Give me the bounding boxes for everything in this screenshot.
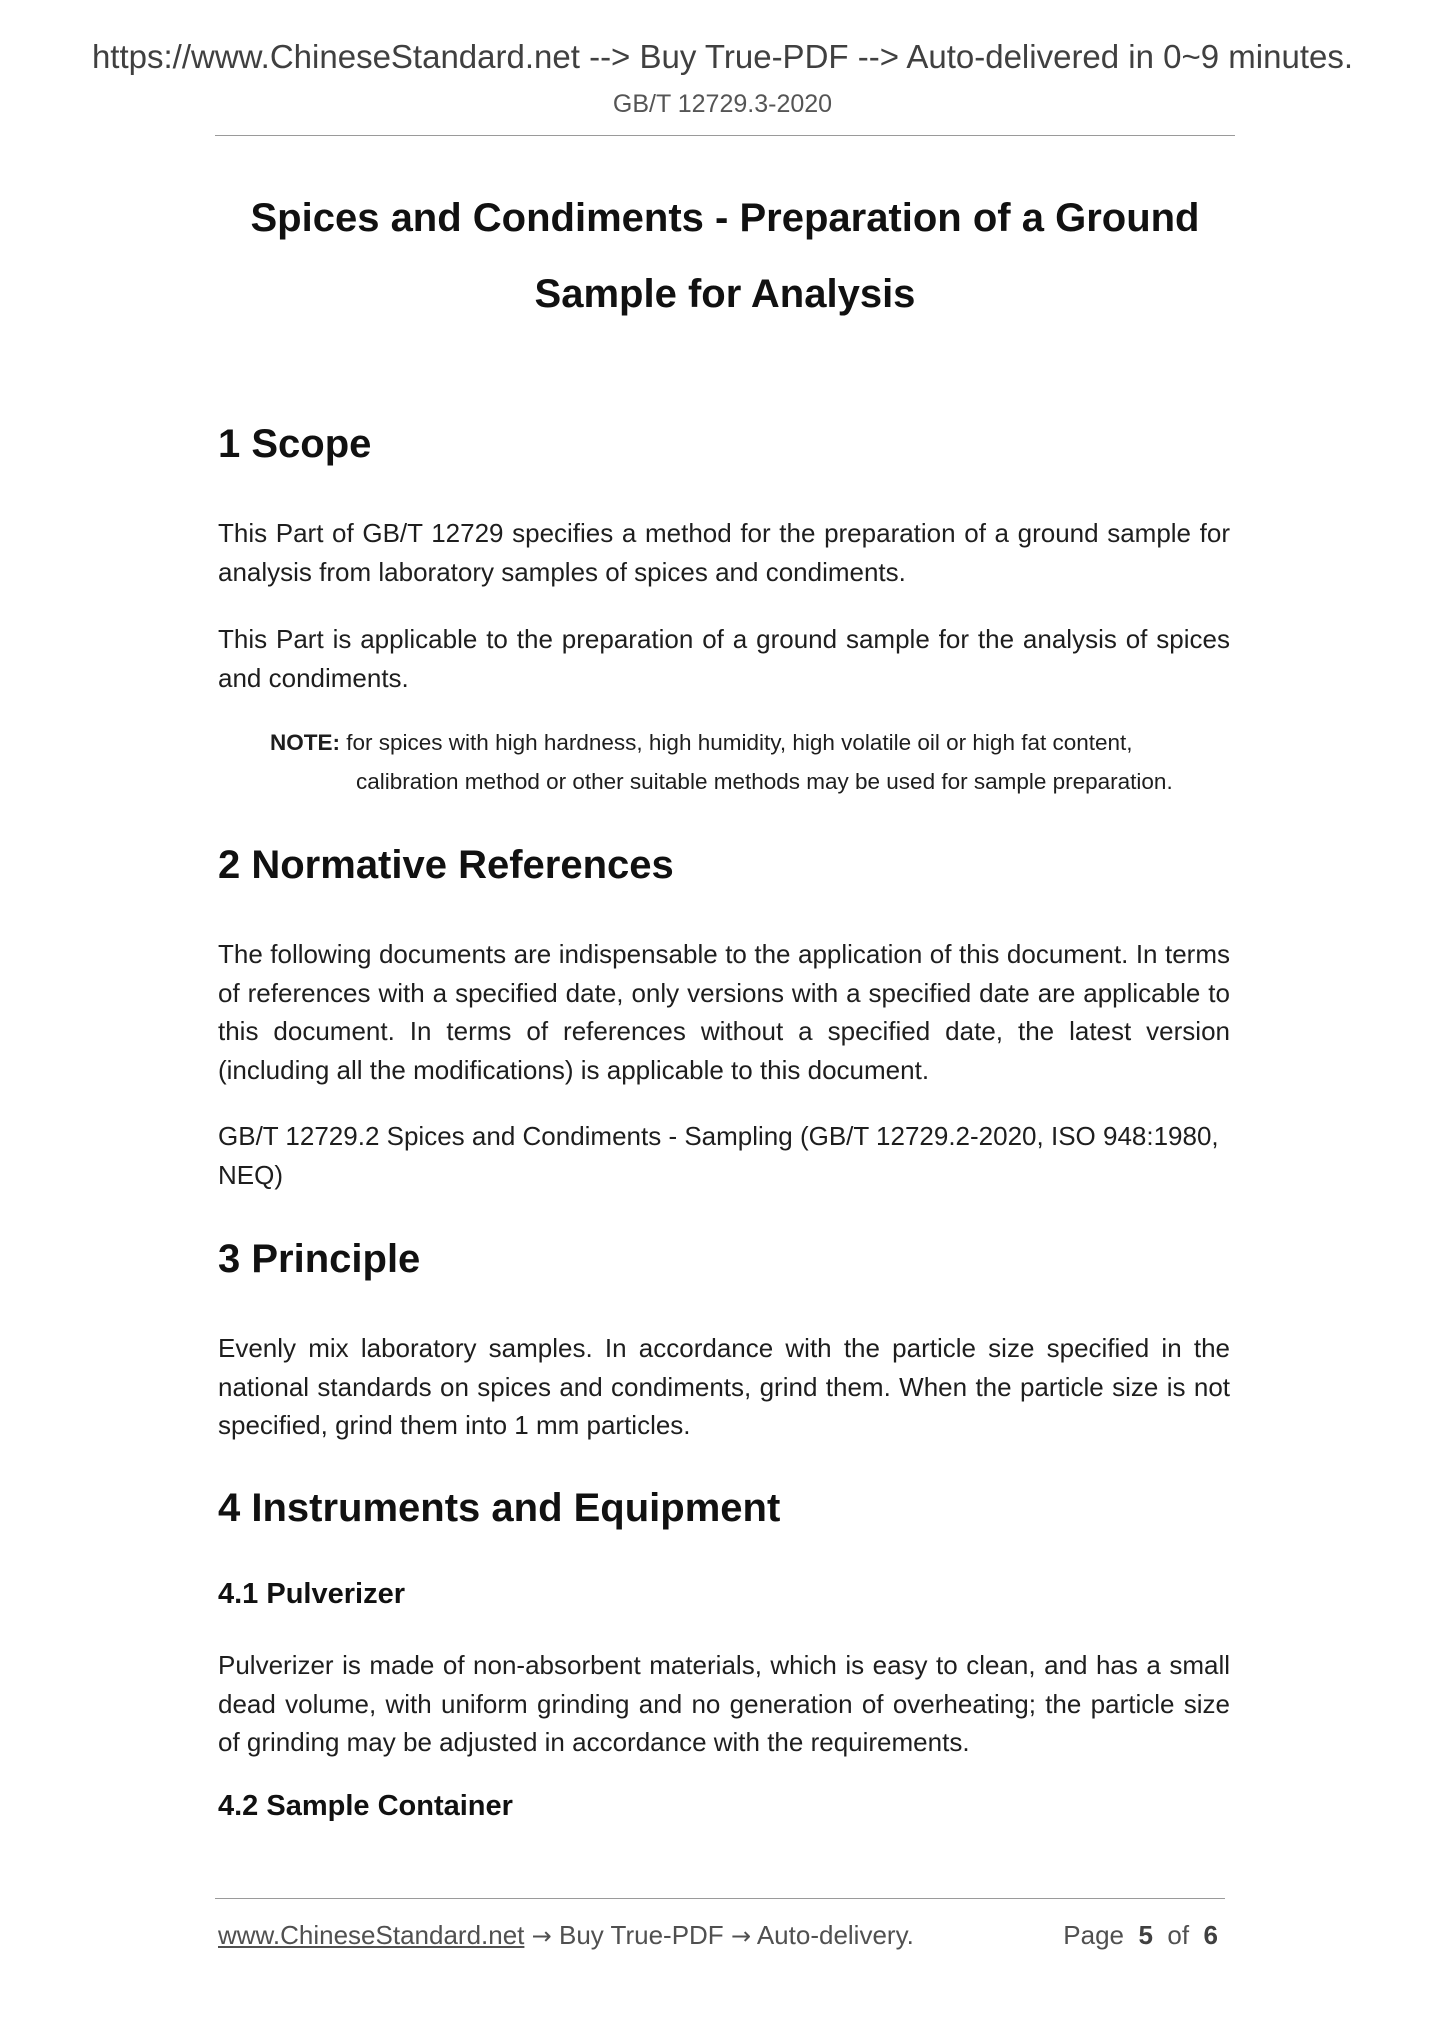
section-heading-normative-references: 2 Normative References xyxy=(218,843,674,887)
page-indicator xyxy=(1063,1920,1218,1951)
document-title-line-1: Spices and Condiments - Preparation of a Ground xyxy=(250,196,1200,240)
footer-buy-text: Buy True-PDF xyxy=(558,1920,724,1950)
page-label: Page xyxy=(1063,1920,1125,1950)
principle-paragraph: Evenly mix laboratory samples. In accordance with the particle size specified in the national standards on spices and condiments, grind them. When the particle size is not specified, grind them into 1 mm particles. xyxy=(218,1333,1230,1440)
page-current: 5 xyxy=(1138,1920,1153,1950)
note-label: NOTE: xyxy=(270,730,340,755)
note-line-1: for spices with high hardness, high humidity, high volatile oil or high fat content, xyxy=(346,730,1133,755)
footer-divider xyxy=(215,1898,1225,1899)
banner-delivery-text: Auto-delivered in 0~9 minutes. xyxy=(906,38,1354,75)
document-title-line-2: Sample for Analysis xyxy=(534,272,916,316)
pulverizer-paragraph: Pulverizer is made of non-absorbent materials, which is easy to clean, and has a small dead volume, with uniform grinding and no generation of overheating; the particle size of grinding may be adjusted in accordance with the requirements. xyxy=(218,1650,1230,1757)
standard-code: GB/T 12729.3-2020 xyxy=(612,90,833,118)
section-heading-instruments: 4 Instruments and Equipment xyxy=(218,1486,781,1530)
footer-delivery-text: Auto-delivery. xyxy=(756,1920,914,1950)
references-entry: GB/T 12729.2 Spices and Condiments - Sampling (GB/T 12729.2-2020, ISO 948:1980, NEQ) xyxy=(218,1121,1219,1190)
footer-site-link[interactable]: www.ChineseStandard.net xyxy=(218,1920,525,1950)
footer xyxy=(218,1920,1218,1954)
header-divider xyxy=(215,135,1235,136)
arrow-right-icon: → xyxy=(730,1922,752,1950)
scope-note xyxy=(270,724,1230,801)
banner-site-link[interactable]: https://www.ChineseStandard.net xyxy=(91,38,580,75)
scope-paragraph-1: This Part of GB/T 12729 specifies a method for the preparation of a ground sample for analysis from laboratory samples of spices and condiments. xyxy=(218,518,1230,587)
note-line-2: calibration method or other suitable methods may be used for sample preparation. xyxy=(356,768,1173,794)
subsection-heading-sample-container: 4.2 Sample Container xyxy=(218,1790,513,1822)
page-of-label: of xyxy=(1167,1920,1190,1950)
banner-separator: --> xyxy=(848,38,907,75)
page-total: 6 xyxy=(1203,1920,1218,1950)
subsection-heading-pulverizer: 4.1 Pulverizer xyxy=(218,1578,405,1610)
references-paragraph-1: The following documents are indispensable to the application of this document. In terms of references with a specified date, only versions with a specified date are applicable to this document. In terms of references without a specified date, the latest version (including all the modifications) is applicable to this document. xyxy=(218,939,1230,1085)
top-banner xyxy=(0,38,1445,76)
section-heading-principle: 3 Principle xyxy=(218,1237,421,1281)
banner-buy-link[interactable]: Buy True-PDF xyxy=(639,38,849,75)
banner-separator: --> xyxy=(579,38,640,75)
arrow-right-icon: → xyxy=(531,1922,552,1950)
section-heading-scope: 1 Scope xyxy=(218,422,372,466)
scope-paragraph-2: This Part is applicable to the preparation of a ground sample for the analysis of spices and condiments. xyxy=(218,624,1230,693)
